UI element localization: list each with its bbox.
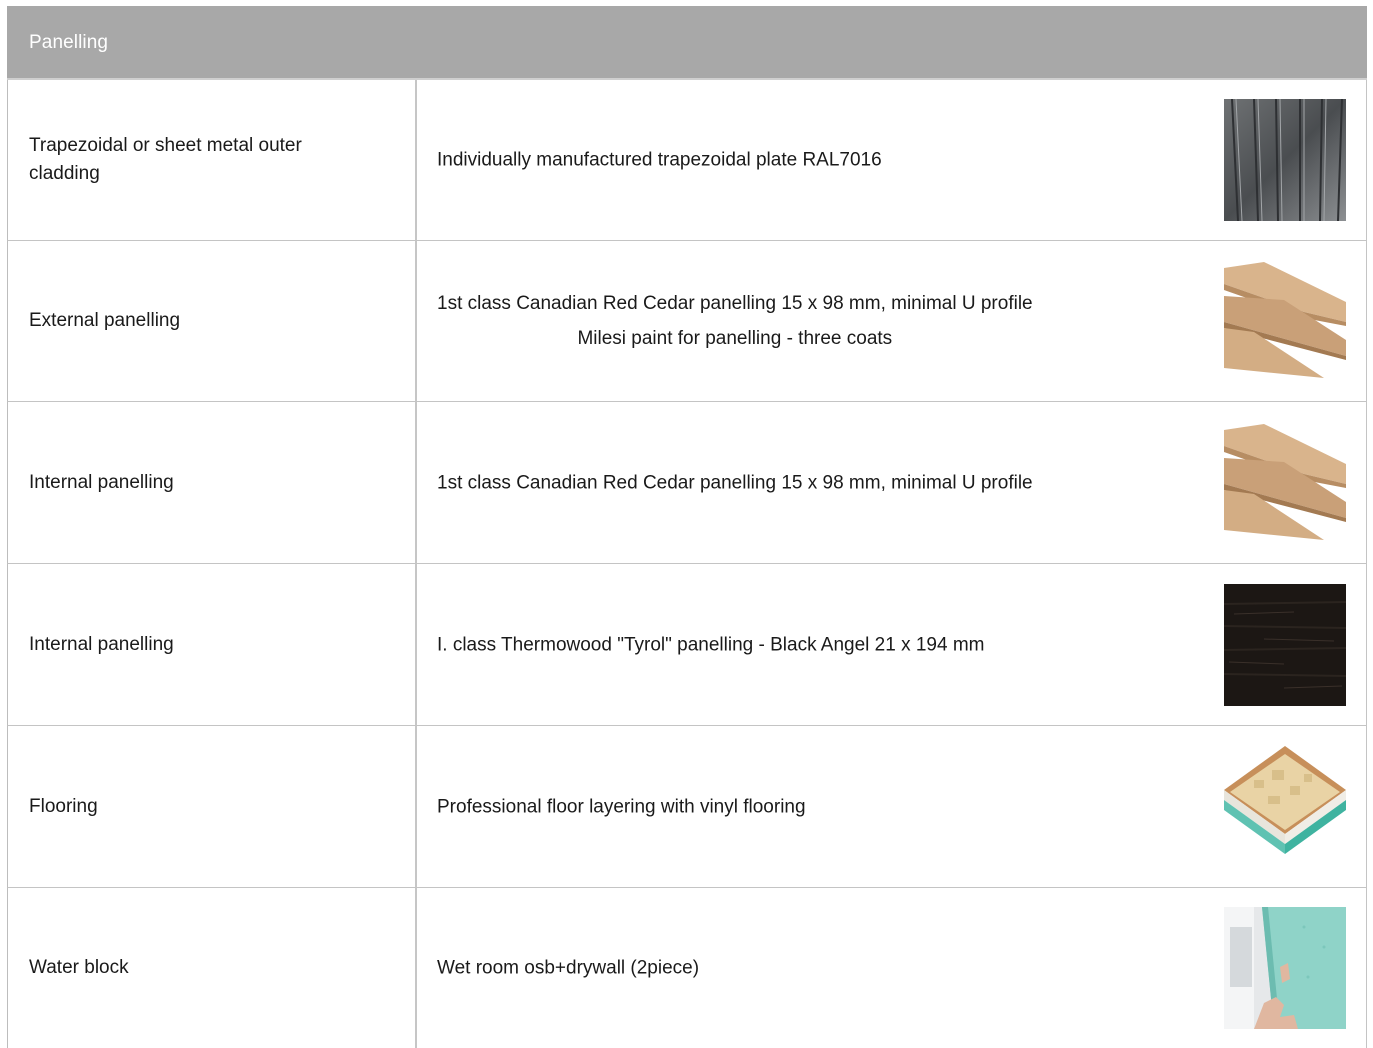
item-description-cell bbox=[417, 241, 1366, 401]
item-description bbox=[437, 789, 806, 824]
item-name-cell bbox=[8, 241, 417, 401]
item-name: External panelling bbox=[29, 310, 181, 331]
table-row bbox=[7, 726, 1367, 888]
red-cedar-boards-image bbox=[1224, 422, 1346, 544]
item-description bbox=[437, 143, 882, 178]
floor-layers-image bbox=[1224, 746, 1346, 868]
red-cedar-boards-image-graphic bbox=[1224, 260, 1346, 382]
item-name: Internal panelling bbox=[29, 471, 174, 493]
item-name: Internal panelling bbox=[29, 633, 174, 655]
drywall-installation-image bbox=[1224, 907, 1346, 1029]
table-row bbox=[7, 888, 1367, 1048]
item-name-cell bbox=[8, 726, 417, 887]
drywall-installation-image-graphic bbox=[1224, 907, 1346, 1029]
item-description-cell bbox=[417, 80, 1366, 240]
description-line-2: Milesi paint for panelling - three coats bbox=[577, 328, 893, 349]
item-description bbox=[437, 465, 1033, 500]
item-name-cell bbox=[8, 888, 417, 1048]
table-row bbox=[7, 402, 1367, 564]
red-cedar-boards-image bbox=[1224, 260, 1346, 382]
item-name-cell bbox=[8, 564, 417, 725]
item-description-cell bbox=[417, 888, 1366, 1048]
trapezoidal-metal-image bbox=[1224, 99, 1346, 221]
table-row bbox=[7, 241, 1367, 402]
description-line: Individually manufactured trapezoidal plate RAL7016 bbox=[437, 149, 882, 171]
black-thermowood-image bbox=[1224, 584, 1346, 706]
panelling-table bbox=[7, 6, 1367, 1046]
section-title: Panelling bbox=[29, 32, 109, 53]
item-name: Flooring bbox=[29, 795, 98, 817]
description-line: I. class Thermowood "Tyrol" panelling - Black Angel 21 x 194 mm bbox=[437, 634, 985, 655]
description-line: 1st class Canadian Red Cedar panelling 15 x 98 mm, minimal U profile bbox=[437, 293, 1033, 314]
item-name: Trapezoidal or sheet metal outer cladding bbox=[29, 135, 302, 184]
black-thermowood-image-graphic bbox=[1224, 584, 1346, 706]
table-row bbox=[7, 80, 1367, 241]
item-description-cell bbox=[417, 726, 1366, 887]
item-name: Water block bbox=[29, 957, 129, 978]
item-description-cell bbox=[417, 564, 1366, 725]
trapezoidal-metal-image-graphic bbox=[1224, 99, 1346, 221]
item-description bbox=[437, 627, 985, 662]
table-row bbox=[7, 564, 1367, 726]
floor-layers-image-graphic bbox=[1224, 746, 1346, 868]
item-name-cell bbox=[8, 80, 417, 240]
item-description bbox=[437, 286, 1033, 356]
description-line: Wet room osb+drywall (2piece) bbox=[437, 957, 700, 979]
description-line: Professional floor layering with vinyl flooring bbox=[437, 796, 806, 817]
red-cedar-boards-image-graphic bbox=[1224, 422, 1346, 544]
item-description-cell bbox=[417, 402, 1366, 563]
table-header bbox=[7, 6, 1367, 80]
description-line: 1st class Canadian Red Cedar panelling 15 x 98 mm, minimal U profile bbox=[437, 472, 1033, 493]
item-name-cell bbox=[8, 402, 417, 563]
item-description bbox=[437, 951, 699, 986]
